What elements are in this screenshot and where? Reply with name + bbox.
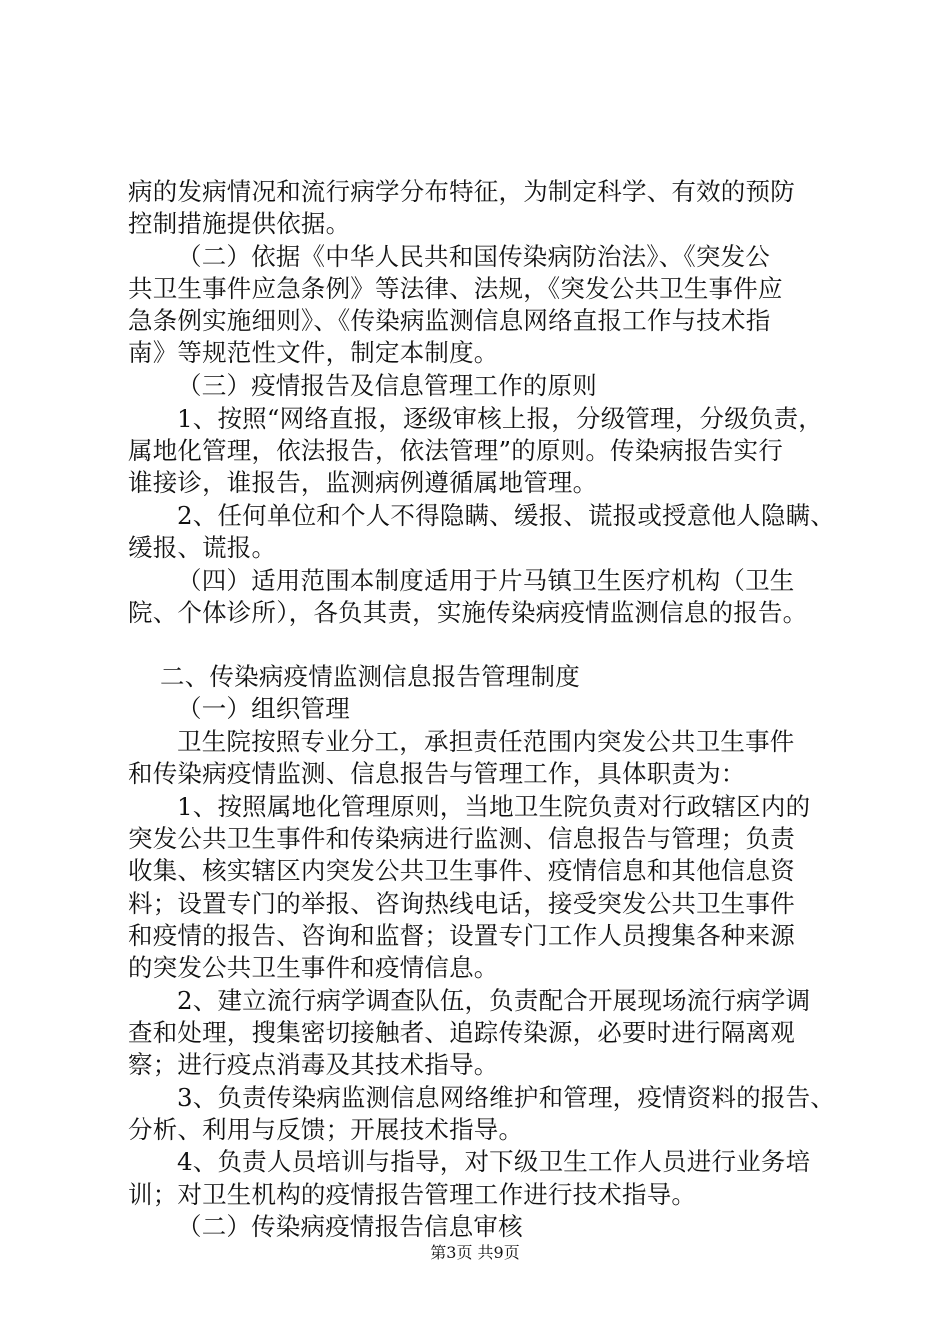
- text-line-25: 2、建立流行病学调查队伍，负责配合开展现场流行病学调: [177, 986, 811, 1015]
- text-line-8: 1、按照“网络直报，逐级审核上报，分级管理，分级负责，: [177, 404, 824, 433]
- subsection-heading-1: （一）组织管理: [177, 694, 350, 723]
- text-line-3: （二）依据《中华人民共和国传染病防治法》、《突发公: [177, 242, 770, 271]
- text-line-21: 收集、核实辖区内突发公共卫生事件、疫情信息和其他信息资: [128, 856, 795, 885]
- text-line-18: 和传染病疫情监测、信息报告与管理工作，具体职责为：: [128, 759, 746, 788]
- text-line-12: 缓报、谎报。: [128, 533, 277, 562]
- text-line-24: 的突发公共卫生事件和疫情信息。: [128, 953, 499, 982]
- text-line-23: 和疫情的报告、咨询和监督；设置专门工作人员搜集各种来源: [128, 921, 795, 950]
- text-line-27: 察；进行疫点消毒及其技术指导。: [128, 1050, 499, 1079]
- text-line-26: 查和处理，搜集密切接触者、追踪传染源，必要时进行隔离观: [128, 1018, 795, 1047]
- text-line-4: 共卫生事件应急条例》等法律、法规，《突发公共卫生事件应: [128, 274, 783, 303]
- text-line-11: 2、任何单位和个人不得隐瞒、缓报、谎报或授意他人隐瞒、: [177, 501, 835, 530]
- text-line-13: （四）适用范围本制度适用于片马镇卫生医疗机构（卫生: [177, 566, 795, 595]
- text-line-5: 急条例实施细则》、《传染病监测信息网络直报工作与技术指: [128, 306, 771, 335]
- text-line-17: 卫生院按照专业分工，承担责任范围内突发公共卫生事件: [177, 727, 795, 756]
- text-line-29: 分析、利用与反馈；开展技术指导。: [128, 1115, 524, 1144]
- text-line-22: 料；设置专门的举报、咨询热线电话，接受突发公共卫生事件: [128, 889, 795, 918]
- text-line-2: 控制措施提供依据。: [128, 209, 351, 238]
- text-line-1: 病的发病情况和流行病学分布特征，为制定科学、有效的预防: [128, 177, 795, 206]
- page-footer: 第3页 共9页: [430, 1243, 520, 1262]
- text-line-28: 3、负责传染病监测信息网络维护和管理，疫情资料的报告、: [177, 1083, 835, 1112]
- text-line-31: 训；对卫生机构的疫情报告管理工作进行技术指导。: [128, 1180, 697, 1209]
- section-heading: 二、传染病疫情监测信息报告管理制度: [160, 662, 580, 691]
- text-line-10: 谁接诊，谁报告，监测病例遵循属地管理。: [128, 468, 598, 497]
- text-line-7: （三）疫情报告及信息管理工作的原则: [177, 371, 597, 400]
- text-line-6: 南》等规范性文件，制定本制度。: [128, 338, 499, 367]
- text-line-30: 4、负责人员培训与指导，对下级卫生工作人员进行业务培: [177, 1147, 811, 1176]
- text-line-14: 院、个体诊所），各负其责，实施传染病疫情监测信息的报告。: [128, 598, 808, 627]
- text-line-9: 属地化管理，依法报告，依法管理”的原则。传染病报告实行: [128, 436, 783, 465]
- text-line-19: 1、按照属地化管理原则，当地卫生院负责对行政辖区内的: [177, 792, 811, 821]
- subsection-heading-2: （二）传染病疫情报告信息审核: [177, 1212, 523, 1241]
- text-line-20: 突发公共卫生事件和传染病进行监测、信息报告与管理；负责: [128, 824, 795, 853]
